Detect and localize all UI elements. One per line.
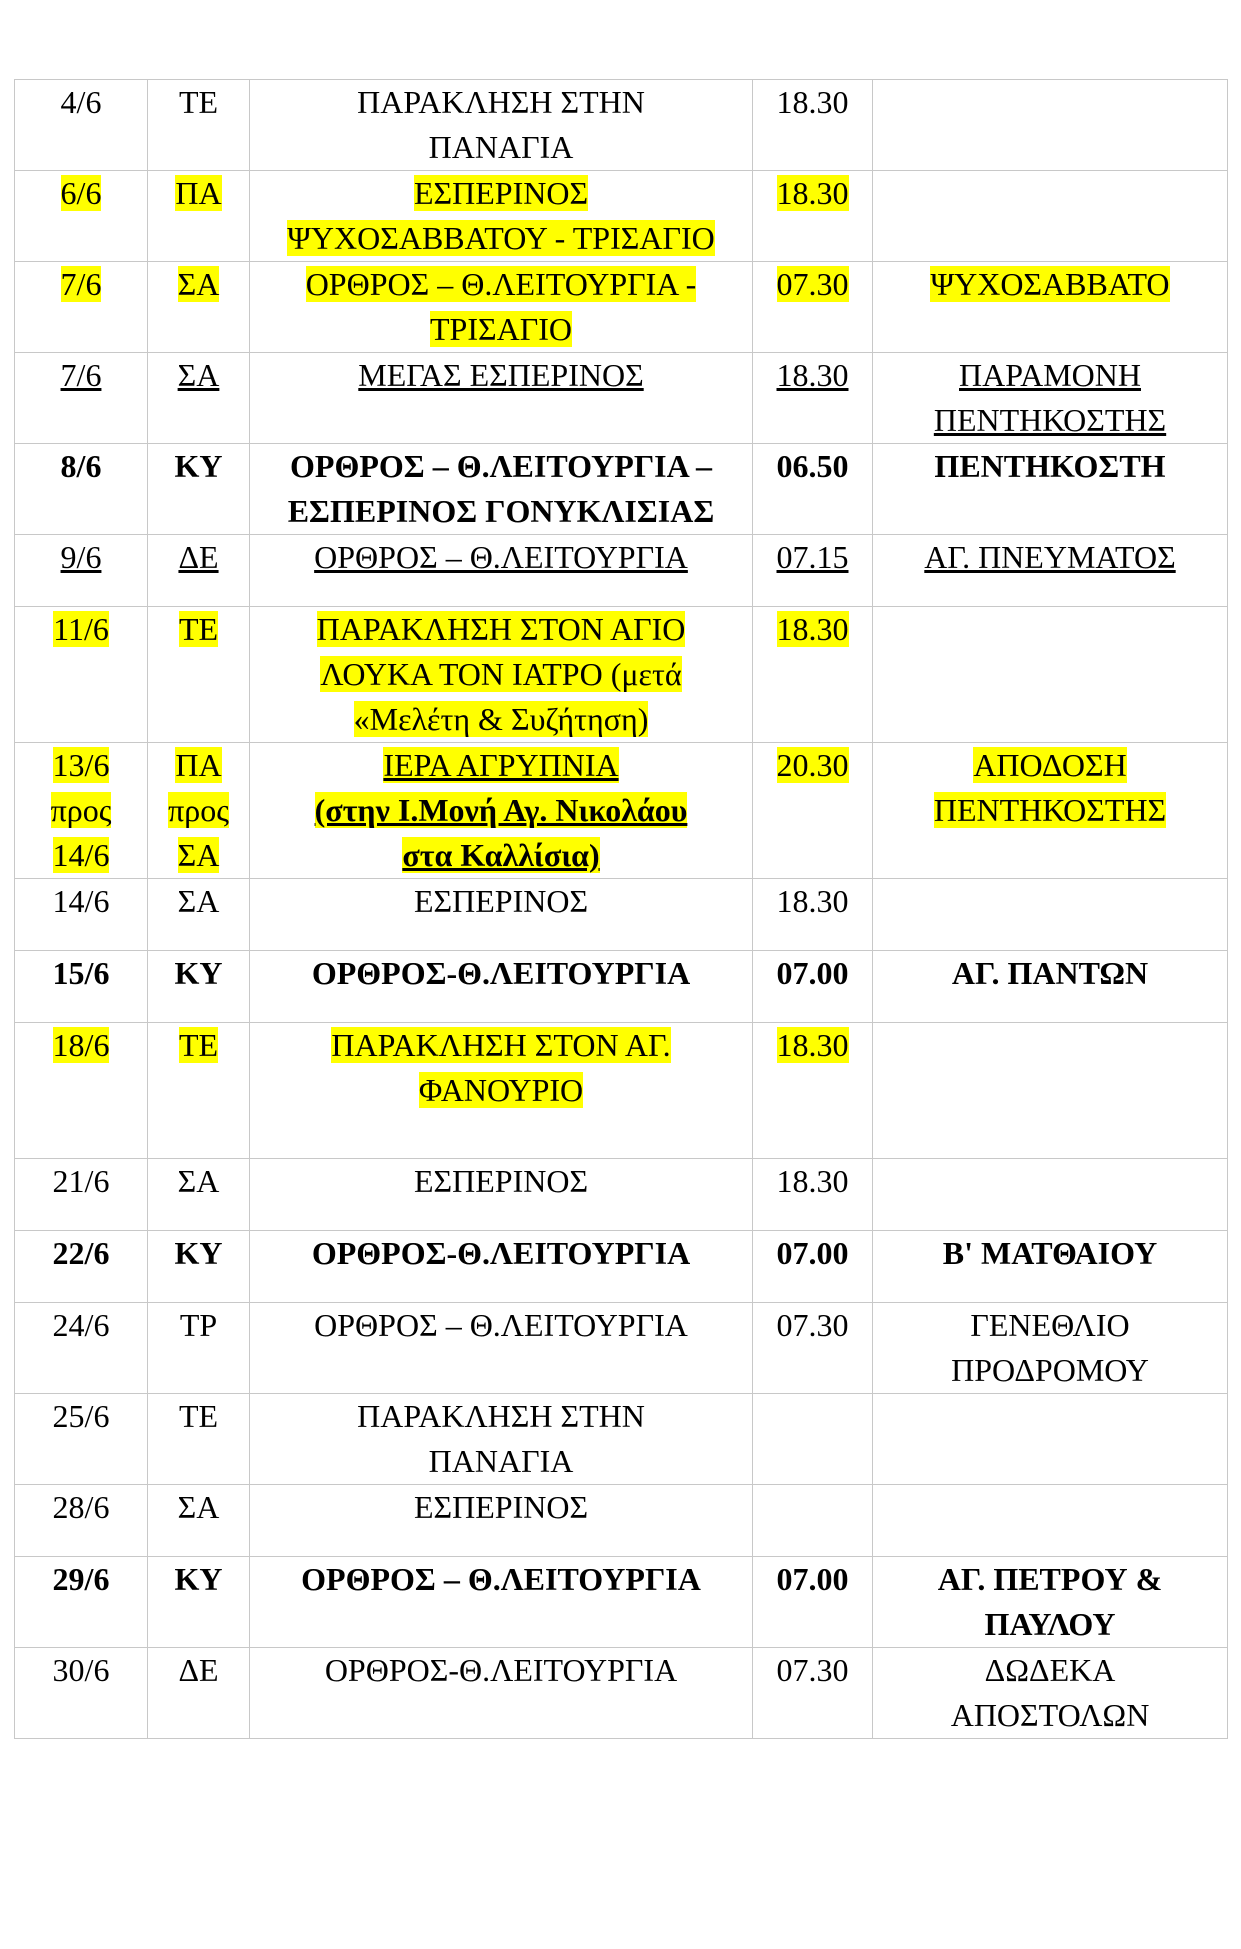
cell-day-line: ΤΕ — [178, 84, 219, 120]
cell-date-line: 7/6 — [60, 357, 102, 393]
cell-time — [753, 879, 873, 951]
cell-note — [873, 353, 1228, 444]
cell-note-line: ΑΠΟΔΟΣΗ — [973, 747, 1127, 783]
schedule-row — [15, 879, 1228, 951]
cell-service — [250, 1159, 753, 1231]
cell-day — [148, 171, 250, 262]
cell-date-line: 24/6 — [52, 1307, 110, 1343]
cell-note-line: ΠΕΝΤΗΚΟΣΤΗΣ — [933, 792, 1167, 828]
cell-time — [753, 262, 873, 353]
cell-note — [873, 1231, 1228, 1303]
cell-service — [250, 80, 753, 171]
cell-service-line: ΕΣΠΕΡΙΝΟΣ — [413, 1163, 589, 1199]
cell-service-line: ΟΡΘΡΟΣ-Θ.ΛΕΙΤΟΥΡΓΙΑ — [311, 1235, 691, 1271]
schedule-row — [15, 1159, 1228, 1231]
cell-note-line: ΓΕΝΕΘΛΙΟ — [970, 1307, 1130, 1343]
cell-service-line: στα Καλλίσια) — [402, 837, 600, 873]
cell-day-line: ΔΕ — [178, 1652, 219, 1688]
cell-day — [148, 1231, 250, 1303]
cell-time-line: 18.30 — [776, 84, 849, 120]
cell-date — [15, 1485, 148, 1557]
schedule-table — [14, 79, 1228, 1739]
cell-service-line: «Μελέτη & Συζήτηση) — [353, 701, 649, 737]
cell-date — [15, 444, 148, 535]
schedule-row — [15, 743, 1228, 879]
cell-date — [15, 1231, 148, 1303]
schedule-row — [15, 80, 1228, 171]
cell-service-line: ΟΡΘΡΟΣ-Θ.ΛΕΙΤΟΥΡΓΙΑ — [311, 955, 691, 991]
cell-service — [250, 1023, 753, 1159]
cell-time-line: 07.15 — [776, 539, 849, 575]
cell-day-line: ΤΕ — [178, 611, 219, 647]
cell-time-line: 07.30 — [776, 1307, 849, 1343]
cell-service — [250, 1231, 753, 1303]
cell-time-line: 18.30 — [776, 1027, 849, 1063]
cell-day-line: ΠΑ — [175, 175, 222, 211]
cell-date — [15, 262, 148, 353]
cell-note — [873, 1303, 1228, 1394]
schedule-row — [15, 353, 1228, 444]
cell-date-line: 18/6 — [52, 1027, 110, 1063]
cell-service-line: ΟΡΘΡΟΣ – Θ.ΛΕΙΤΟΥΡΓΙΑ — [314, 1307, 688, 1343]
cell-time-line: 18.30 — [776, 883, 849, 919]
cell-note — [873, 743, 1228, 879]
cell-date-line: 8/6 — [60, 448, 102, 484]
cell-day — [148, 80, 250, 171]
cell-date-line: 28/6 — [52, 1489, 110, 1525]
cell-date — [15, 1394, 148, 1485]
cell-service — [250, 951, 753, 1023]
cell-day-line: ΣΑ — [177, 883, 220, 919]
cell-day — [148, 262, 250, 353]
cell-service-line: ΟΡΘΡΟΣ – Θ.ΛΕΙΤΟΥΡΓΙΑ — [314, 539, 688, 575]
cell-date-line: 11/6 — [53, 611, 109, 647]
cell-date — [15, 743, 148, 879]
cell-day-line: ΣΑ — [177, 266, 220, 302]
cell-note — [873, 1485, 1228, 1557]
cell-service-line: ΠΑΝΑΓΙΑ — [428, 129, 574, 165]
cell-day-line: ΤΕ — [178, 1027, 219, 1063]
cell-service-line: ΠΑΡΑΚΛΗΣΗ ΣΤΟΝ ΑΓ. — [331, 1027, 671, 1063]
cell-day-line: ΣΑ — [177, 357, 220, 393]
cell-service-line: ΕΣΠΕΡΙΝΟΣ — [413, 1489, 589, 1525]
schedule-row — [15, 1394, 1228, 1485]
cell-time — [753, 80, 873, 171]
schedule-row — [15, 1303, 1228, 1394]
cell-note — [873, 607, 1228, 743]
cell-time-line: 07.00 — [776, 955, 849, 991]
cell-day-line: ΚΥ — [174, 1235, 223, 1271]
cell-time — [753, 743, 873, 879]
cell-time — [753, 171, 873, 262]
cell-note-line: ΠΑΥΛΟΥ — [984, 1606, 1116, 1642]
cell-service — [250, 535, 753, 607]
cell-time-line: 06.50 — [776, 448, 849, 484]
cell-service-line: ΕΣΠΕΡΙΝΟΣ — [413, 175, 589, 211]
cell-time — [753, 1485, 873, 1557]
cell-note-line: ΠΕΝΤΗΚΟΣΤΗ — [934, 448, 1166, 484]
cell-note-line: ΠΑΡΑΜΟΝΗ — [959, 357, 1141, 393]
cell-service — [250, 1648, 753, 1739]
cell-note — [873, 444, 1228, 535]
schedule-row — [15, 1023, 1228, 1159]
cell-note — [873, 1648, 1228, 1739]
cell-date-line: προς — [50, 792, 112, 828]
cell-day-line: ΣΑ — [177, 1489, 220, 1525]
schedule-row — [15, 607, 1228, 743]
cell-service — [250, 171, 753, 262]
cell-time-line: 18.30 — [776, 1163, 849, 1199]
cell-date — [15, 80, 148, 171]
cell-time — [753, 444, 873, 535]
cell-service — [250, 607, 753, 743]
cell-service — [250, 1485, 753, 1557]
cell-note — [873, 1394, 1228, 1485]
cell-note-line: ΠΡΟΔΡΟΜΟΥ — [951, 1352, 1149, 1388]
cell-service — [250, 879, 753, 951]
cell-day-line: ΤΕ — [178, 1398, 219, 1434]
cell-time — [753, 535, 873, 607]
cell-time-line: 18.30 — [776, 357, 849, 393]
cell-date — [15, 171, 148, 262]
cell-service-line: ΤΡΙΣΑΓΙΟ — [430, 311, 572, 347]
cell-service — [250, 1557, 753, 1648]
cell-date-line: 30/6 — [52, 1652, 110, 1688]
cell-day — [148, 1394, 250, 1485]
cell-date-line: 21/6 — [52, 1163, 110, 1199]
cell-time — [753, 1231, 873, 1303]
cell-service-line: (στην Ι.Μονή Αγ. Νικολάου — [314, 792, 688, 828]
cell-day-line: ΚΥ — [174, 448, 223, 484]
cell-note — [873, 171, 1228, 262]
cell-date — [15, 1648, 148, 1739]
cell-date-line: 9/6 — [60, 539, 102, 575]
cell-day — [148, 444, 250, 535]
cell-date — [15, 1023, 148, 1159]
cell-service-line: ΛΟΥΚΑ ΤΟΝ ΙΑΤΡΟ (μετά — [320, 656, 682, 692]
cell-note-line: ΑΓ. ΠΑΝΤΩΝ — [951, 955, 1149, 991]
cell-service-line: ΠΑΡΑΚΛΗΣΗ ΣΤΗΝ — [357, 84, 645, 120]
cell-service — [250, 1394, 753, 1485]
cell-date-line: 4/6 — [60, 84, 102, 120]
cell-time — [753, 1394, 873, 1485]
schedule-row — [15, 171, 1228, 262]
cell-date-line: 14/6 — [52, 883, 110, 919]
cell-service — [250, 444, 753, 535]
cell-service-line: ΠΑΝΑΓΙΑ — [428, 1443, 574, 1479]
cell-date-line: 29/6 — [52, 1561, 110, 1597]
cell-note-line: ΑΓ. ΠΕΤΡΟΥ & — [937, 1561, 1163, 1597]
cell-note — [873, 879, 1228, 951]
cell-note — [873, 80, 1228, 171]
schedule-row — [15, 1485, 1228, 1557]
cell-day — [148, 1485, 250, 1557]
cell-day — [148, 1023, 250, 1159]
cell-date — [15, 535, 148, 607]
cell-service — [250, 1303, 753, 1394]
cell-time-line: 18.30 — [776, 175, 849, 211]
cell-date — [15, 353, 148, 444]
cell-date-line: 15/6 — [52, 955, 110, 991]
cell-date-line: 6/6 — [60, 175, 102, 211]
cell-service-line: ΟΡΘΡΟΣ – Θ.ΛΕΙΤΟΥΡΓΙΑ - — [305, 266, 697, 302]
schedule-row — [15, 535, 1228, 607]
schedule-row — [15, 1648, 1228, 1739]
cell-day-line: ΚΥ — [174, 955, 223, 991]
cell-note-line: ΑΓ. ΠΝΕΥΜΑΤΟΣ — [924, 539, 1176, 575]
cell-day-line: ΤΡ — [179, 1307, 218, 1343]
cell-day — [148, 353, 250, 444]
cell-time-line: 20.30 — [776, 747, 849, 783]
cell-date-line: 14/6 — [52, 837, 110, 873]
cell-time — [753, 1159, 873, 1231]
cell-time — [753, 607, 873, 743]
cell-note — [873, 1159, 1228, 1231]
cell-note-line: ΔΩΔΕΚΑ — [984, 1652, 1116, 1688]
cell-service-line: ΦΑΝΟΥΡΙΟ — [418, 1072, 584, 1108]
cell-service-line: ΨΥΧΟΣΑΒΒΑΤΟΥ - ΤΡΙΣΑΓΙΟ — [287, 220, 715, 256]
cell-day-line: ΠΑ — [175, 747, 222, 783]
cell-date — [15, 879, 148, 951]
cell-service-line: ΟΡΘΡΟΣ-Θ.ΛΕΙΤΟΥΡΓΙΑ — [324, 1652, 678, 1688]
cell-date — [15, 951, 148, 1023]
cell-time — [753, 1648, 873, 1739]
cell-day — [148, 879, 250, 951]
cell-note-line: Β' ΜΑΤΘΑΙΟΥ — [942, 1235, 1158, 1271]
cell-service-line: ΠΑΡΑΚΛΗΣΗ ΣΤΗΝ — [357, 1398, 645, 1434]
schedule-row — [15, 1557, 1228, 1648]
cell-time-line: 07.30 — [776, 266, 849, 302]
cell-service-line: ΙΕΡΑ ΑΓΡΥΠΝΙΑ — [383, 747, 619, 783]
cell-day-line: ΚΥ — [174, 1561, 223, 1597]
cell-date-line: 13/6 — [52, 747, 110, 783]
cell-service-line: ΟΡΘΡΟΣ – Θ.ΛΕΙΤΟΥΡΓΙΑ – — [290, 448, 712, 484]
cell-note — [873, 1023, 1228, 1159]
schedule-row — [15, 1231, 1228, 1303]
cell-day-line: ΣΑ — [177, 837, 220, 873]
cell-note — [873, 951, 1228, 1023]
cell-date — [15, 1557, 148, 1648]
cell-note-line: ΑΠΟΣΤΟΛΩΝ — [950, 1697, 1150, 1733]
cell-date-line: 22/6 — [52, 1235, 110, 1271]
cell-day — [148, 535, 250, 607]
cell-note — [873, 1557, 1228, 1648]
cell-service — [250, 262, 753, 353]
cell-note — [873, 262, 1228, 353]
cell-date — [15, 1159, 148, 1231]
cell-day — [148, 743, 250, 879]
schedule-body — [15, 80, 1228, 1739]
cell-time — [753, 1023, 873, 1159]
cell-note — [873, 535, 1228, 607]
cell-day — [148, 1557, 250, 1648]
cell-time-line: 18.30 — [776, 611, 849, 647]
cell-service-line: ΜΕΓΑΣ ΕΣΠΕΡΙΝΟΣ — [358, 357, 644, 393]
cell-day — [148, 1648, 250, 1739]
cell-day-line: προς — [168, 792, 229, 828]
cell-time-line: 07.00 — [776, 1561, 849, 1597]
cell-service — [250, 353, 753, 444]
schedule-row — [15, 444, 1228, 535]
cell-day — [148, 607, 250, 743]
cell-date-line: 25/6 — [52, 1398, 110, 1434]
cell-date — [15, 1303, 148, 1394]
cell-service-line: ΟΡΘΡΟΣ – Θ.ΛΕΙΤΟΥΡΓΙΑ — [301, 1561, 701, 1597]
cell-service-line: ΕΣΠΕΡΙΝΟΣ ΓΟΝΥΚΛΙΣΙΑΣ — [287, 493, 715, 529]
cell-day-line: ΔΕ — [178, 539, 219, 575]
cell-time-line: 07.00 — [776, 1235, 849, 1271]
cell-date — [15, 607, 148, 743]
cell-time — [753, 1557, 873, 1648]
cell-service-line: ΕΣΠΕΡΙΝΟΣ — [413, 883, 589, 919]
cell-time — [753, 951, 873, 1023]
cell-service — [250, 743, 753, 879]
schedule-row — [15, 951, 1228, 1023]
cell-time-line: 07.30 — [776, 1652, 849, 1688]
cell-day — [148, 1303, 250, 1394]
cell-time — [753, 353, 873, 444]
cell-note-line: ΨΥΧΟΣΑΒΒΑΤΟ — [930, 266, 1170, 302]
cell-time — [753, 1303, 873, 1394]
cell-date-line: 7/6 — [60, 266, 102, 302]
cell-day-line: ΣΑ — [177, 1163, 220, 1199]
cell-day — [148, 1159, 250, 1231]
cell-note-line: ΠΕΝΤΗΚΟΣΤΗΣ — [933, 402, 1167, 438]
schedule-row — [15, 262, 1228, 353]
cell-day — [148, 951, 250, 1023]
cell-service-line: ΠΑΡΑΚΛΗΣΗ ΣΤΟΝ ΑΓΙΟ — [316, 611, 686, 647]
